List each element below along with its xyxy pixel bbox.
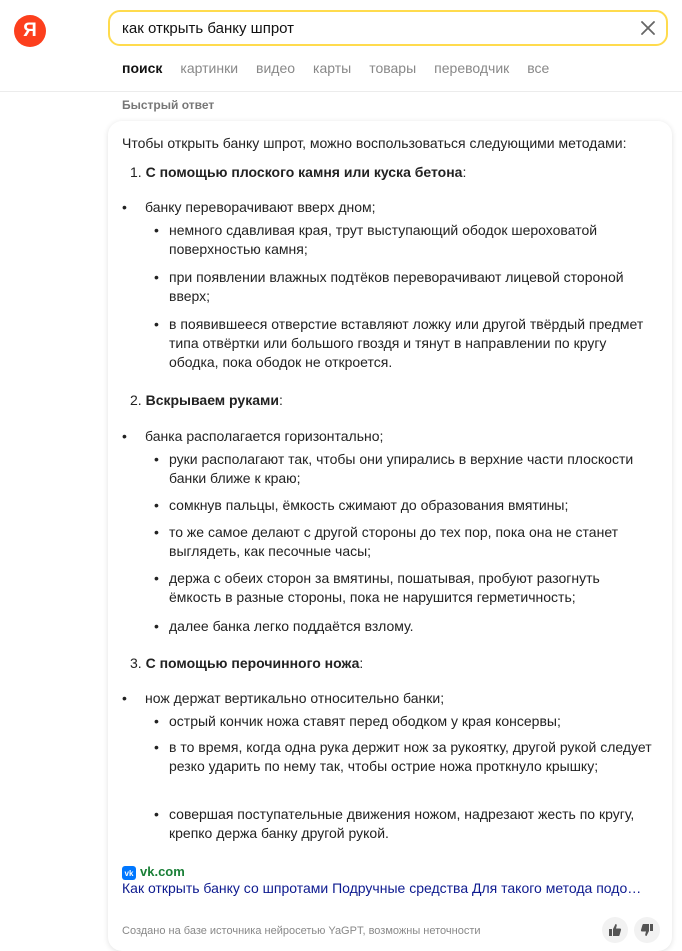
tab-images[interactable]: картинки	[180, 60, 239, 76]
list-item: • держа с обеих сторон за вмятины, пошатывая, пробуют разогнуть ёмкость в разные стороны, пока не нарушится герметичность;	[154, 569, 654, 607]
tab-products[interactable]: товары	[369, 60, 417, 76]
close-icon	[641, 21, 655, 35]
section-title: С помощью перочинного ножа	[145, 655, 360, 671]
search-tabs	[122, 60, 549, 76]
quick-answer-label: Быстрый ответ	[122, 98, 215, 112]
list-item-text: совершая поступательные движения ножом, надрезают жесть по кругу, крепко держа банку другой рукой.	[169, 806, 635, 841]
source-link[interactable]: Как открыть банку со шпротами Подручные средства Для такого метода подо…	[122, 880, 642, 896]
list-item-text: нож держат вертикально относительно банки;	[145, 690, 445, 706]
list-item-text: банка располагается горизонтально;	[145, 428, 384, 444]
list-item: • сомкнув пальцы, ёмкость сжимают до образования вмятины;	[154, 496, 654, 515]
list-item: • банка располагается горизонтально;	[122, 428, 384, 444]
thumbs-down-icon	[640, 923, 654, 937]
search-box	[108, 10, 668, 46]
section-title: Вскрываем руками	[145, 392, 279, 408]
dislike-button[interactable]	[634, 917, 660, 943]
list-item-text: немного сдавливая края, трут выступающий ободок шероховатой поверхностью камня;	[169, 222, 598, 257]
section-number: 1.	[130, 164, 142, 180]
vk-icon: vk	[122, 866, 136, 880]
list-item: • совершая поступательные движения ножом, надрезают жесть по кругу, крепко держа банку другой рукой.	[154, 805, 654, 843]
tab-video[interactable]: видео	[256, 60, 296, 76]
search-input[interactable]	[122, 12, 622, 44]
disclaimer: Создано на базе источника нейросетью YaGPT, возможны неточности	[122, 925, 481, 937]
list-item: • острый кончик ножа ставят перед ободком у края консервы;	[154, 712, 654, 731]
list-item-text: в то время, когда одна рука держит нож за рукоятку, другой рукой следует резко ударить по нему так, чтобы острие ножа проткнуло крышку;	[169, 739, 652, 774]
tab-translator[interactable]: переводчик	[434, 60, 510, 76]
source-domain[interactable]: vk.com	[140, 864, 185, 879]
list-item-text: то же самое делают с другой стороны до тех пор, пока она не станет выглядеть, как песочные часы;	[169, 524, 619, 559]
like-button[interactable]	[602, 917, 628, 943]
list-item: • немного сдавливая края, трут выступающий ободок шероховатой поверхностью камня;	[154, 221, 654, 259]
list-item: • далее банка легко поддаётся взлому.	[154, 617, 654, 636]
quick-answer-card	[108, 121, 672, 951]
list-item: • руки располагают так, чтобы они упирались в верхние части плоскости банки ближе к краю;	[154, 450, 654, 488]
section-heading: 1. С помощью плоского камня или куска бетона:	[130, 164, 467, 180]
tab-all[interactable]: все	[527, 60, 550, 76]
clear-search-button[interactable]	[636, 16, 660, 40]
section-heading: 3. С помощью перочинного ножа:	[130, 655, 364, 671]
list-item-text: при появлении влажных подтёков переворачивают лицевой стороной вверх;	[169, 269, 624, 304]
tab-maps[interactable]: карты	[313, 60, 352, 76]
list-item: • нож держат вертикально относительно банки;	[122, 690, 445, 706]
list-item: • в то время, когда одна рука держит нож за рукоятку, другой рукой следует резко ударить по нему так, чтобы острие ножа проткнуло крышку;	[154, 738, 654, 776]
answer-intro: Чтобы открыть банку шпрот, можно воспользоваться следующими методами:	[122, 135, 627, 151]
list-item-text: далее банка легко поддаётся взлому.	[169, 618, 414, 634]
header	[0, 0, 682, 92]
list-item: • при появлении влажных подтёков переворачивают лицевой стороной вверх;	[154, 268, 654, 306]
list-item-text: банку переворачивают вверх дном;	[145, 199, 376, 215]
list-item-text: в появившееся отверстие вставляют ложку или другой твёрдый предмет типа отвёртки или большого гвоздя и тянут в направлении по кругу ободка, пока ободок не откроется.	[169, 316, 644, 370]
list-item: • в появившееся отверстие вставляют ложку или другой твёрдый предмет типа отвёртки или большого гвоздя и тянут в направлении по кругу ободка, пока ободок не откроется.	[154, 315, 654, 372]
section-title: С помощью плоского камня или куска бетона	[145, 164, 463, 180]
thumbs-up-icon	[608, 923, 622, 937]
list-item-text: держа с обеих сторон за вмятины, пошатывая, пробуют разогнуть ёмкость в разные стороны, пока не нарушится герметичность;	[169, 570, 600, 605]
tab-search[interactable]: поиск	[122, 60, 163, 76]
list-item: • банку переворачивают вверх дном;	[122, 199, 376, 215]
list-item-text: руки располагают так, чтобы они упирались в верхние части плоскости банки ближе к краю;	[169, 451, 634, 486]
section-number: 3.	[130, 655, 142, 671]
yandex-logo[interactable]: Я	[14, 15, 46, 47]
list-item: • то же самое делают с другой стороны до тех пор, пока она не станет выглядеть, как песочные часы;	[154, 523, 654, 561]
section-number: 2.	[130, 392, 142, 408]
list-item-text: сомкнув пальцы, ёмкость сжимают до образования вмятины;	[169, 497, 569, 513]
list-item-text: острый кончик ножа ставят перед ободком у края консервы;	[169, 713, 561, 729]
section-heading: 2. Вскрываем руками:	[130, 392, 283, 408]
